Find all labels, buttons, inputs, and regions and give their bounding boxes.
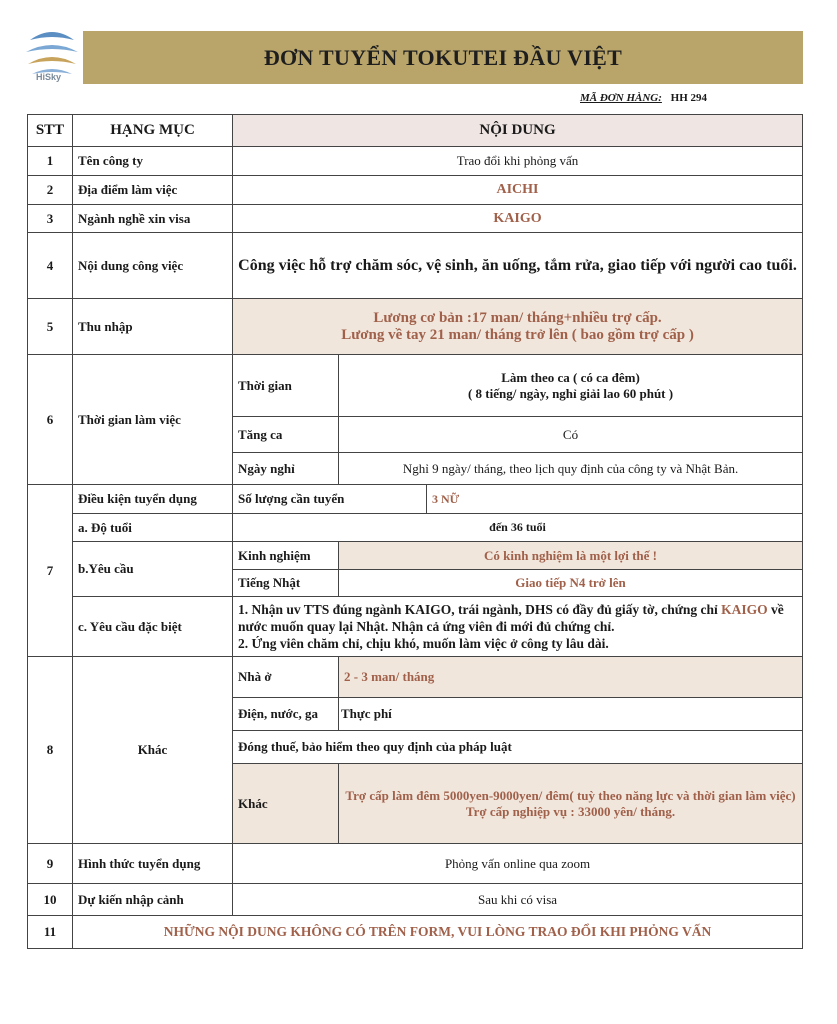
order-code-label: MÃ ĐƠN HÀNG: <box>580 92 662 104</box>
quantity-value: 3 NỮ <box>427 485 803 514</box>
row-category: Thu nhập <box>73 299 233 355</box>
entry-plan: Sau khi có visa <box>233 884 803 916</box>
header-stt: STT <box>28 115 73 147</box>
table-header-row <box>28 115 803 147</box>
japanese-label: Tiếng Nhật <box>233 570 339 597</box>
special-req-2: 2. Ứng viên chăm chỉ, chịu khó, muốn làm việc ở công ty lâu dài. <box>238 636 609 651</box>
utilities-value: Thực phí <box>339 698 803 731</box>
table-row <box>28 205 803 233</box>
special-requirements-label: c. Yêu cầu đặc biệt <box>73 597 233 657</box>
requirements-label: b.Yêu cầu <box>73 542 233 597</box>
table-row <box>28 514 803 542</box>
work-time-line-1: Làm theo ca ( có ca đêm) <box>501 369 640 385</box>
overtime-label: Tăng ca <box>233 417 339 453</box>
logo-text: HiSky <box>36 72 62 82</box>
japanese-value: Giao tiếp N4 trở lên <box>339 570 803 597</box>
table-row <box>28 176 803 205</box>
table-row <box>28 916 803 949</box>
income-line-2: Lương về tay 21 man/ tháng trở lên ( bao gồm trợ cấp ) <box>341 326 694 343</box>
special-req-1c: về nước muốn quay lại Nhật. Nhận cả ứng viên đi mới đủ chứng chỉ. <box>238 602 784 634</box>
table-row <box>28 884 803 916</box>
special-req-1a: 1. Nhận uv TTS đúng ngành KAIGO, trái ngành, DHS có đầy đủ giấy tờ, chứng chỉ <box>238 602 722 617</box>
work-time-line-2: ( 8 tiếng/ ngày, nghỉ giải lao 60 phút ) <box>467 385 674 401</box>
table-row <box>28 485 803 514</box>
row-number: 5 <box>28 299 73 355</box>
overtime-value: Có <box>339 417 803 453</box>
tax-note: Đóng thuế, bảo hiểm theo quy định của pháp luật <box>233 731 803 764</box>
other-allowance-value <box>339 764 803 844</box>
recruitment-table <box>27 114 803 949</box>
row-category: Khác <box>73 657 233 844</box>
utilities-label: Điện, nước, ga <box>233 698 339 731</box>
row-number: 7 <box>28 485 73 657</box>
work-time-value <box>339 355 803 417</box>
experience-label: Kinh nghiệm <box>233 542 339 570</box>
table-row <box>28 355 803 417</box>
footer-note: NHỮNG NỘI DUNG KHÔNG CÓ TRÊN FORM, VUI LÒNG TRAO ĐỔI KHI PHỎNG VẤN <box>73 916 803 949</box>
income-value <box>233 299 803 355</box>
days-off-label: Ngày nghỉ <box>233 453 339 485</box>
row-number: 11 <box>28 916 73 949</box>
header-content: NỘI DUNG <box>233 115 803 147</box>
row-number: 1 <box>28 147 73 176</box>
row-number: 10 <box>28 884 73 916</box>
age-label: a. Độ tuổi <box>73 514 233 542</box>
row-number: 4 <box>28 233 73 299</box>
income-line-1: Lương cơ bản :17 man/ tháng+nhiều trợ cấp. <box>373 309 662 326</box>
recruitment-method: Phỏng vấn online qua zoom <box>233 844 803 884</box>
row-category: Nội dung công việc <box>73 233 233 299</box>
row-number: 9 <box>28 844 73 884</box>
row-number: 8 <box>28 657 73 844</box>
work-time-label: Thời gian <box>233 355 339 417</box>
order-code <box>580 92 707 104</box>
housing-value: 2 - 3 man/ tháng <box>339 657 803 698</box>
header-category: HẠNG MỤC <box>73 115 233 147</box>
table-row <box>28 597 803 657</box>
age-value: đến 36 tuổi <box>233 514 803 542</box>
row-category: Ngành nghề xin visa <box>73 205 233 233</box>
company-value: Trao đổi khi phỏng vấn <box>233 147 803 176</box>
table-row <box>28 657 803 698</box>
job-allowance: Trợ cấp nghiệp vụ : 33000 yên/ tháng. <box>465 803 676 819</box>
visa-field-value: KAIGO <box>233 205 803 233</box>
row-category: Thời gian làm việc <box>73 355 233 485</box>
row-category: Dự kiến nhập cảnh <box>73 884 233 916</box>
table-row <box>28 542 803 570</box>
row-category: Tên công ty <box>73 147 233 176</box>
row-number: 2 <box>28 176 73 205</box>
location-value: AICHI <box>233 176 803 205</box>
housing-label: Nhà ở <box>233 657 339 698</box>
table-row <box>28 299 803 355</box>
order-code-value: HH 294 <box>670 92 708 104</box>
job-description: Công việc hỗ trợ chăm sóc, vệ sinh, ăn uống, tắm rửa, giao tiếp với người cao tuổi. <box>233 233 803 299</box>
table-row <box>28 844 803 884</box>
row-category: Hình thức tuyển dụng <box>73 844 233 884</box>
days-off-value: Nghỉ 9 ngày/ tháng, theo lịch quy định của công ty và Nhật Bản. <box>339 453 803 485</box>
night-allowance: Trợ cấp làm đêm 5000yen-9000yen/ đêm( tuỳ theo năng lực và thời gian làm việc) <box>345 787 796 803</box>
title-banner <box>83 31 803 84</box>
special-requirements-value <box>233 597 803 657</box>
special-req-1b: KAIGO <box>721 602 768 617</box>
row-number: 3 <box>28 205 73 233</box>
row-category: Địa điểm làm việc <box>73 176 233 205</box>
page-title: ĐƠN TUYỂN TOKUTEI ĐẦU VIỆT <box>263 44 623 70</box>
other-allowance-label: Khác <box>233 764 339 844</box>
experience-value: Có kinh nghiệm là một lợi thế ! <box>339 542 803 570</box>
conditions-label: Điều kiện tuyển dụng <box>73 485 233 514</box>
table-row <box>28 147 803 176</box>
row-number: 6 <box>28 355 73 485</box>
quantity-label: Số lượng cần tuyển <box>233 485 427 514</box>
table-row <box>28 233 803 299</box>
